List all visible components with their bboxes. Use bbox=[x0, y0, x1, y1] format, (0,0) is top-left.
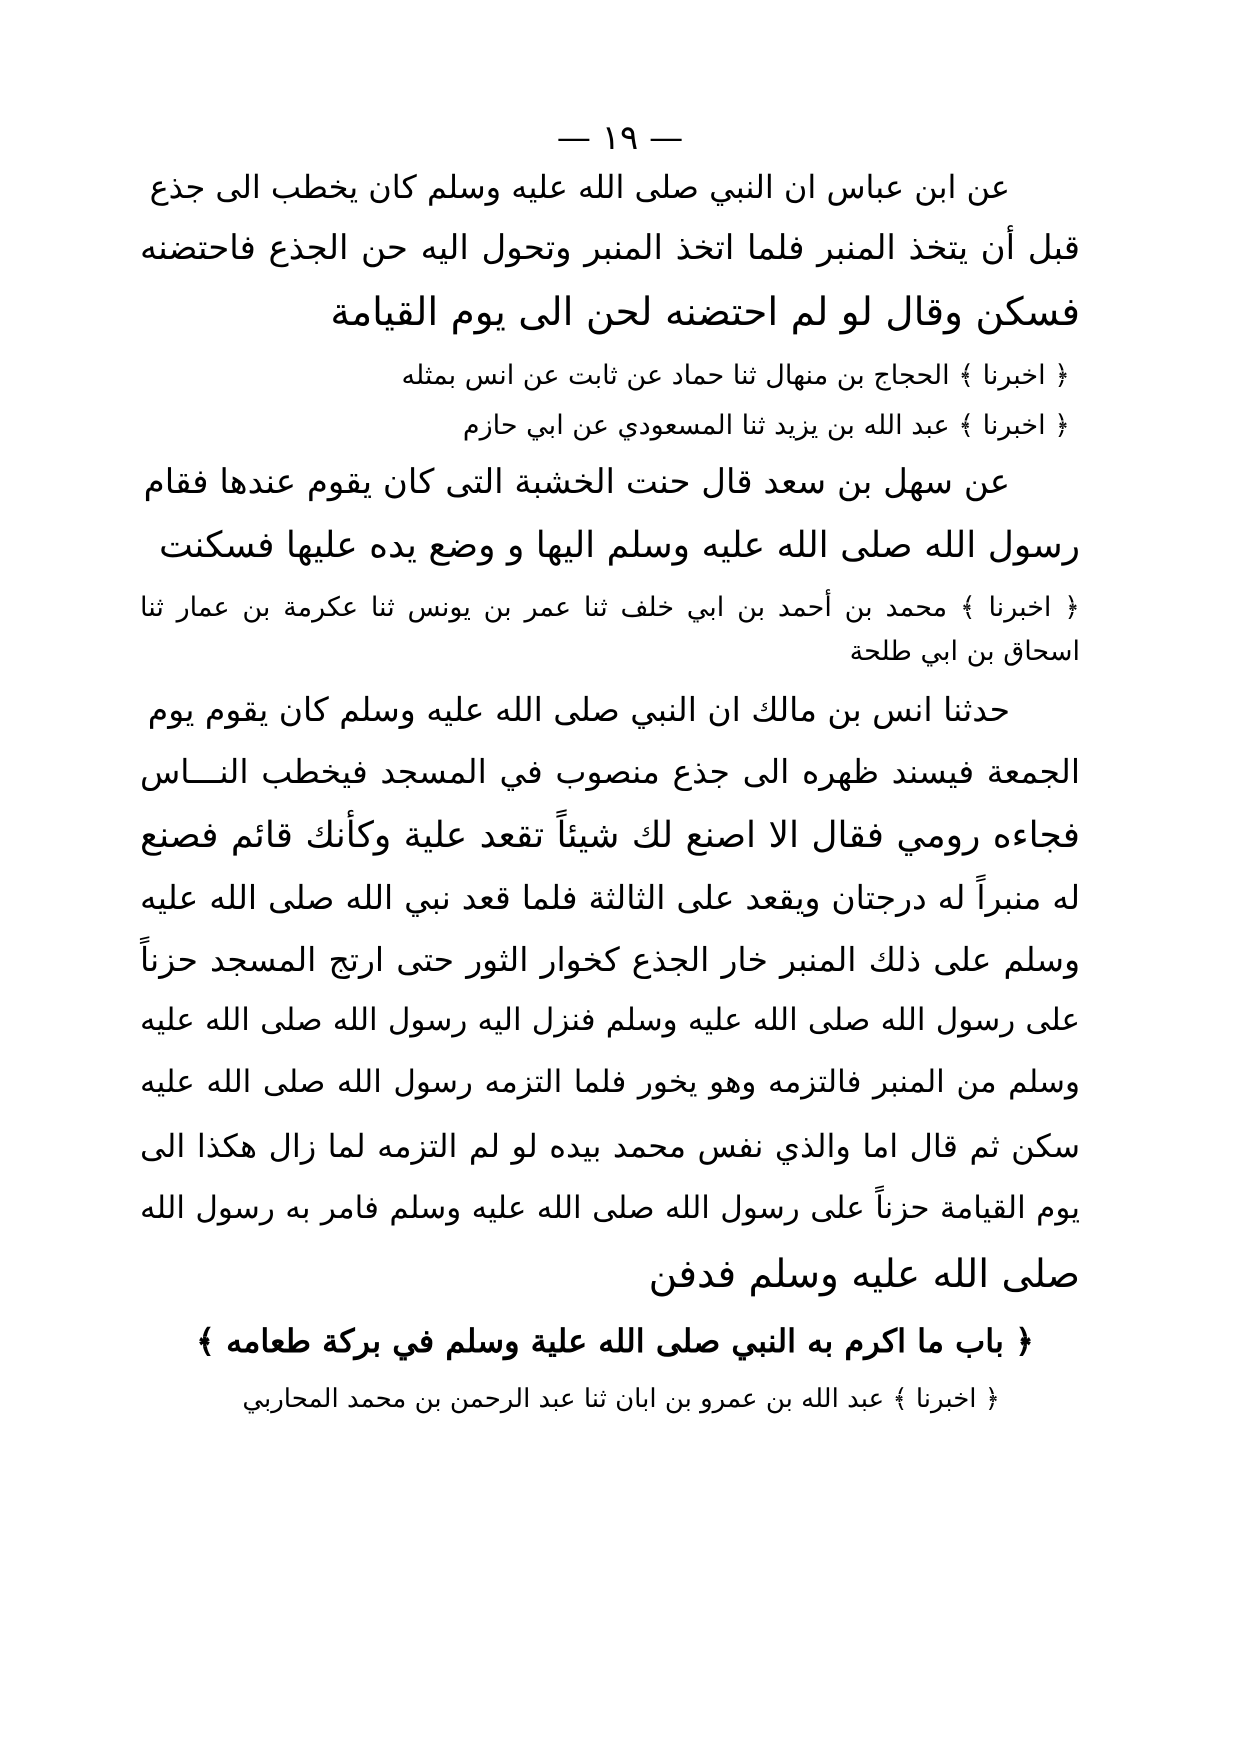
isnad-line: ﴿ اخبرنا ﴾ الحجاج بن منهال ثنا حماد عن ثابت عن انس بمثله bbox=[401, 360, 1070, 391]
text-line: سكن ثم قال اما والذي نفس محمد بيده لو لم التزمه لما زال هكذا الى bbox=[140, 1127, 1080, 1165]
text-line: له منبراً له درجتان ويقعد على الثالثة فلما قعد نبي الله صلى الله عليه bbox=[140, 878, 1080, 917]
text-line: عن ابن عباس ان النبي صلى الله عليه وسلم كان يخطب الى جذع bbox=[149, 168, 1010, 206]
isnad-line: ﴿ اخبرنا ﴾ عبد الله بن يزيد ثنا المسعودي عن ابي حازم bbox=[462, 410, 1070, 441]
text-line: حدثنا انس بن مالك ان النبي صلى الله عليه وسلم كان يقوم يوم bbox=[147, 690, 1010, 729]
isnad-line: ﴿ اخبرنا ﴾ محمد بن أحمد بن ابي خلف ثنا عمر بن يونس ثنا عكرمة بن عمار ثنا bbox=[140, 592, 1080, 623]
isnad-line: اسحاق بن ابي طلحة bbox=[849, 636, 1080, 667]
text-line: وسلم على ذلك المنبر خار الجذع كخوار الثور حتى ارتج المسجد حزناً bbox=[140, 940, 1080, 979]
text-line: رسول الله صلى الله عليه وسلم اليها و وضع يده عليها فسكنت bbox=[159, 525, 1080, 566]
chapter-isnad: ﴿ اخبرنا ﴾ عبد الله بن عمرو بن ابان ثنا عبد الرحمن بن محمد المحاربي bbox=[242, 1384, 1000, 1414]
text-line: وسلم من المنبر فالتزمه وهو يخور فلما التزمه رسول الله صلى الله عليه bbox=[140, 1064, 1080, 1100]
chapter-title: ﴿ باب ما اكرم به النبي صلى الله علية وسلم في بركة طعامه ﴾ bbox=[196, 1322, 1034, 1360]
text-line: على رسول الله صلى الله عليه وسلم فنزل اليه رسول الله صلى الله عليه bbox=[140, 1002, 1080, 1038]
text-line: الجمعة فيسند ظهره الى جذع منصوب في المسجد فيخطب النـــاس bbox=[140, 752, 1080, 791]
page-number: — ١٩ — bbox=[556, 118, 684, 158]
text-line: قبل أن يتخذ المنبر فلما اتخذ المنبر وتحول اليه حن الجذع فاحتضنه bbox=[140, 228, 1080, 268]
text-line: فسكن وقال لو لم احتضنه لحن الى يوم القيامة bbox=[330, 290, 1080, 335]
text-line: عن سهل بن سعد قال حنت الخشبة التى كان يقوم عندها فقام bbox=[143, 462, 1010, 502]
text-line: فجاءه رومي فقال الا اصنع لك شيئاً تقعد علية وكأنك قائم فصنع bbox=[140, 815, 1080, 856]
text-line: صلى الله عليه وسلم فدفن bbox=[648, 1252, 1080, 1297]
text-line: يوم القيامة حزناً على رسول الله صلى الله عليه وسلم فامر به رسول الله bbox=[140, 1190, 1080, 1226]
